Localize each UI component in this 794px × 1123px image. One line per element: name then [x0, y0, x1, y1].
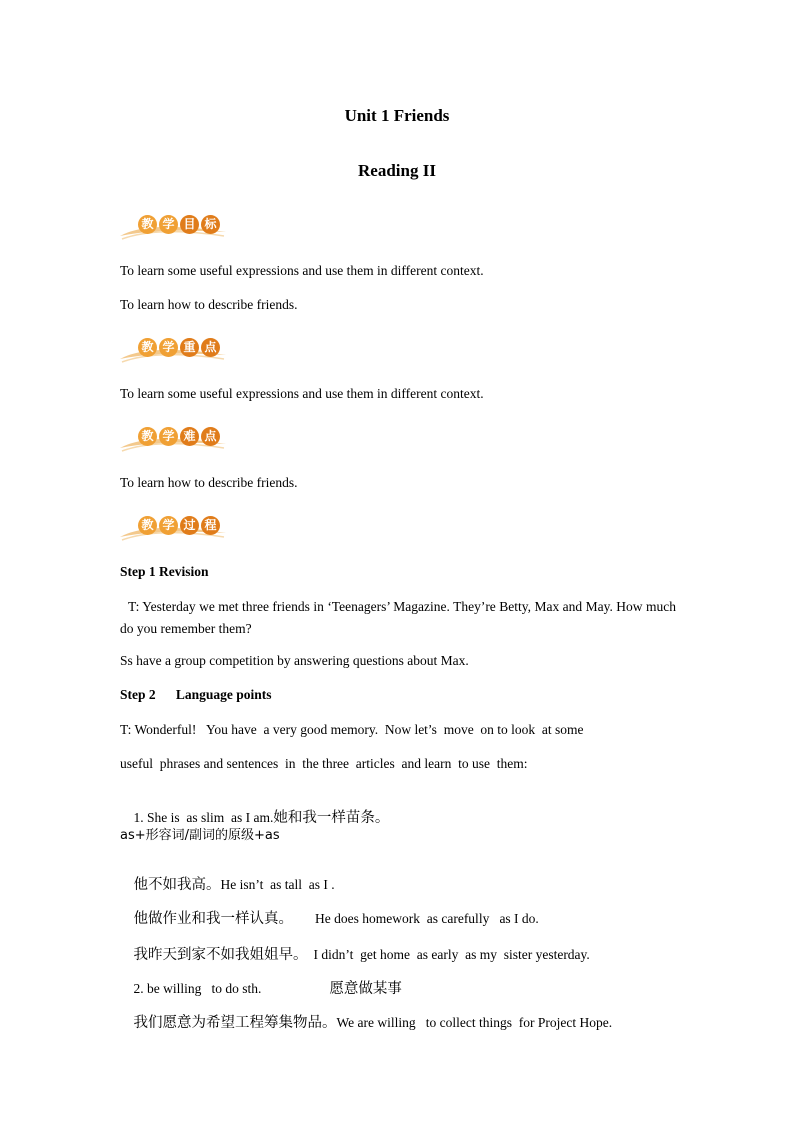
- example-1-english: He isn’t as tall as I .: [220, 877, 335, 892]
- example-1-chinese: 他不如我高。: [133, 877, 221, 893]
- example-4: [120, 995, 612, 1048]
- item-1-english: 1. She is as slim as I am.: [133, 810, 274, 825]
- badge-char: 目: [180, 215, 199, 234]
- document-title: Unit 1 Friends: [344, 106, 450, 125]
- badge-char: 程: [201, 516, 220, 535]
- step1-paragraph-1: T: Yesterday we met three friends in ‘Teenagers’ Magazine. They’re Betty, Max and May. How much do you remember them?: [120, 599, 676, 636]
- step1-paragraph-2: Ss have a group competition by answering questions about Max.: [120, 653, 469, 668]
- badge-char: 重: [180, 338, 199, 357]
- example-3-english: I didn’t get home as early as my sister yesterday.: [313, 947, 590, 962]
- item-2-english: 2. be willing to do sth.: [133, 981, 262, 996]
- badge-char: 过: [180, 516, 199, 535]
- objective-line-1: To learn some useful expressions and use them in different context.: [120, 263, 484, 278]
- badge-char: 点: [201, 427, 220, 446]
- process-badge: [118, 513, 228, 543]
- badge-char: 学: [159, 516, 178, 535]
- step1-heading: Step 1 Revision: [120, 564, 209, 579]
- difficulty-line-1: To learn how to describe friends.: [120, 475, 298, 490]
- item-1-chinese: 她和我一样苗条。: [273, 810, 390, 826]
- badge-char: 难: [180, 427, 199, 446]
- example-2-english: He does homework as carefully as I do.: [315, 911, 539, 926]
- example-2-chinese: 他做作业和我一样认真。: [133, 911, 293, 927]
- badge-char: 学: [159, 338, 178, 357]
- badge-char: 教: [138, 338, 157, 357]
- badge-char: 学: [159, 427, 178, 446]
- key-points-badge: [118, 335, 228, 365]
- key-point-line-1: To learn some useful expressions and use them in different context.: [120, 386, 484, 401]
- objectives-badge: [118, 212, 228, 242]
- badge-char: 教: [138, 516, 157, 535]
- badge-char: 教: [138, 427, 157, 446]
- difficulties-badge: [118, 424, 228, 454]
- badge-char: 标: [201, 215, 220, 234]
- objective-line-2: To learn how to describe friends.: [120, 297, 298, 312]
- step2-heading: Step 2 Language points: [120, 687, 272, 702]
- step2-paragraph-1: T: Wonderful! You have a very good memory. Now let’s move on to look at some: [120, 722, 584, 737]
- example-4-chinese: 我们愿意为希望工程筹集物品。: [133, 1015, 337, 1031]
- example-4-english: We are willing to collect things for Project Hope.: [336, 1015, 613, 1030]
- example-3-chinese: 我昨天到家不如我姐姐早。: [133, 947, 308, 963]
- item-2-chinese: 愿意做某事: [329, 981, 402, 997]
- document-subtitle: Reading II: [358, 161, 436, 180]
- badge-char: 点: [201, 338, 220, 357]
- badge-char: 学: [159, 215, 178, 234]
- step2-paragraph-2: useful phrases and sentences in the three articles and learn to use them:: [120, 756, 528, 771]
- badge-char: 教: [138, 215, 157, 234]
- grammar-rule: as+形容词/副词的原级+as: [120, 828, 280, 843]
